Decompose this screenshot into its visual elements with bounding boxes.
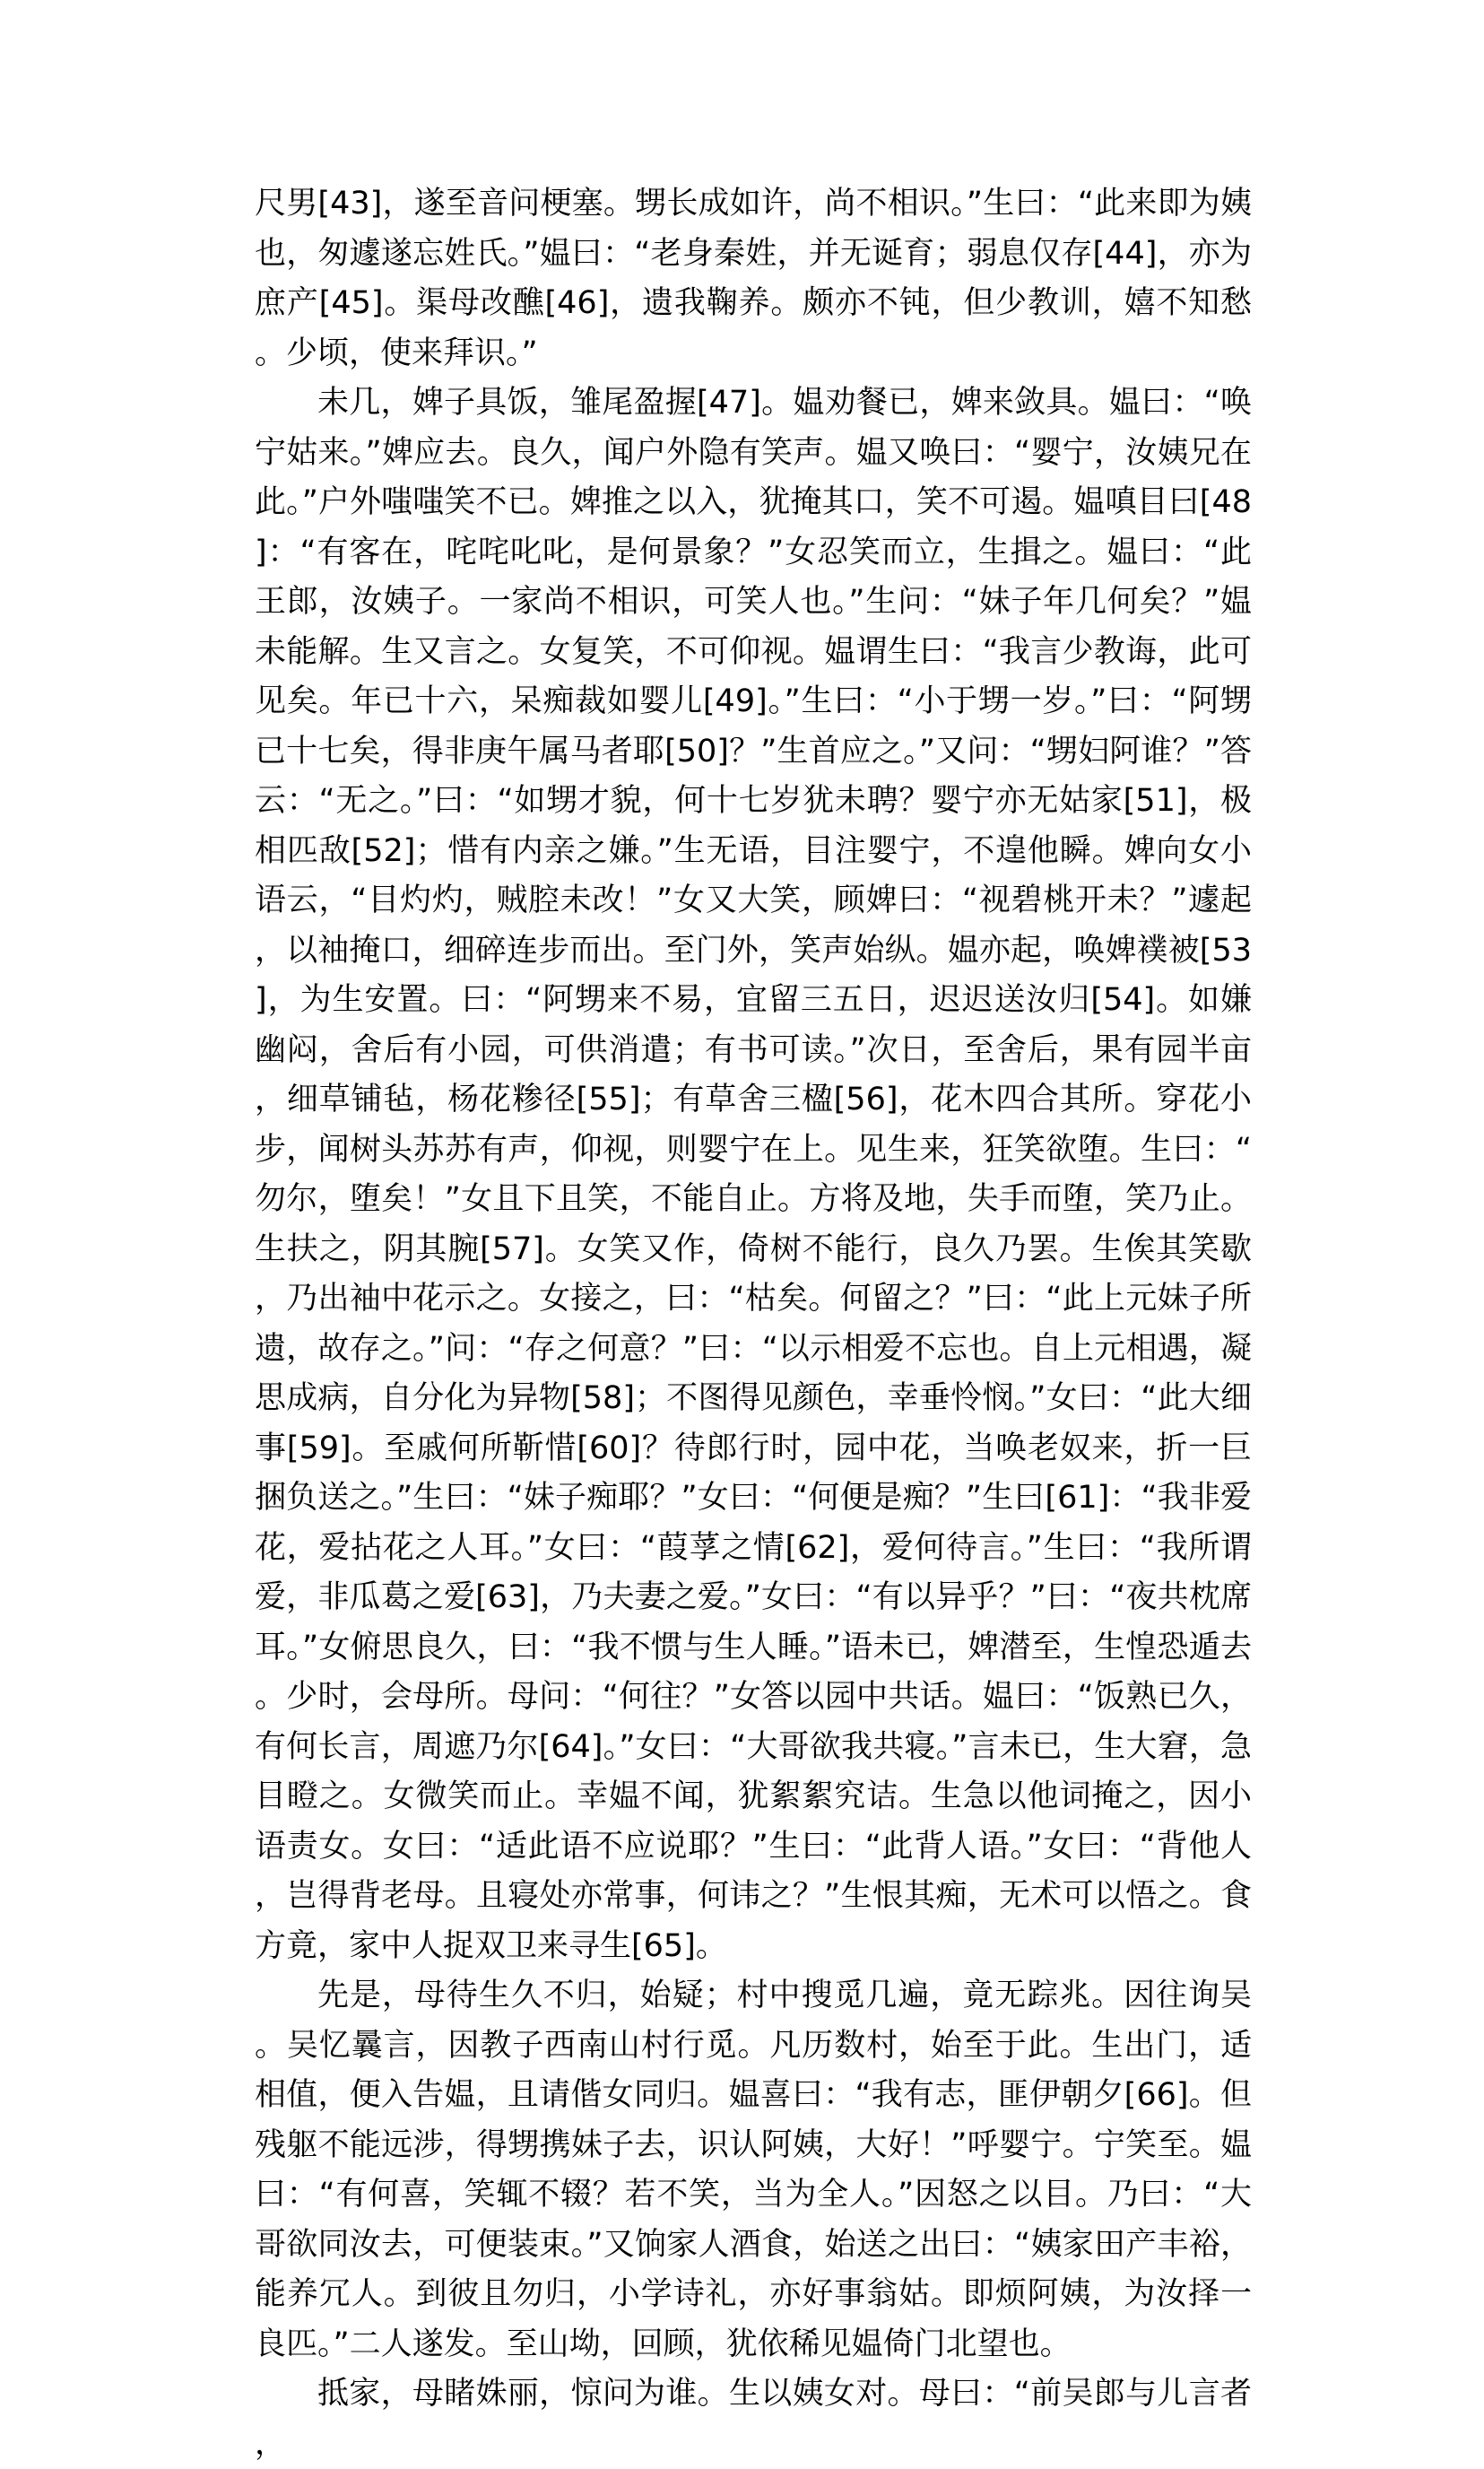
paragraph: 先是，母待生久不归，始疑；村中搜觅几遍，竟无踪兆。因往询吴。吴忆曩言，因教子西南山村行觅。凡历数村，始至于此。生出门，适相值，便入告媪，且请偕女同归。媪喜曰：“我有志，匪伊朝夕[66]。但残躯不能远涉，得甥携妹子去，识认阿姨，大好！”呼婴宁。宁笑至。媪曰：“有何喜，笑辄不辍？若不笑，当为全人。”因怒之以目。乃曰：“大哥欲同汝去，可便装束。”又饷家人酒食，始送之出曰：“姨家田产丰裕，能养冗人。到彼且勿归，小学诗礼，亦好事翁姑。即烦阿姨，为汝择一良匹。”二人遂发。至山坳，回顾，犹依稀见媪倚门北望也。 bbox=[255, 1978, 1252, 2362]
paragraph: 未几，婢子具饭，雏尾盈握[47]。媪劝餐已，婢来敛具。媪曰：“唤宁姑来。”婢应去。良久，闻户外隐有笑声。媪又唤曰：“婴宁，汝姨兄在此。”户外嗤嗤笑不已。婢推之以入，犹掩其口，笑不可遏。媪嗔目曰[48]：“有客在，咤咤叱叱，是何景象？”女忍笑而立，生揖之。媪曰：“此王郎，汝姨子。一家尚不相识，可笑人也。”生问：“妹子年几何矣？”媪未能解。生又言之。女复笑，不可仰视。媪谓生曰：“我言少教诲，此可见矣。年已十六，呆痴裁如婴儿[49]。”生曰：“小于甥一岁。”曰：“阿甥已十七矣，得非庚午属马者耶[50]？”生首应之。”又问：“甥妇阿谁？”答云：“无之。”曰：“如甥才貌，何十七岁犹未聘？婴宁亦无姑家[51]，极相匹敌[52]；惜有内亲之嫌。”生无语，目注婴宁，不遑他瞬。婢向女小语云，“目灼灼，贼腔未改！”女又大笑，顾婢曰：“视碧桃开未？”遽起，以袖掩口，细碎连步而出。至门外，笑声始纵。媪亦起，唤婢襆被[53]，为生安置。曰：“阿甥来不易，宜留三五日，迟迟送汝归[54]。如嫌幽闷，舍后有小园，可供消遣；有书可读。”次日，至舍后，果有园半亩，细草铺毡，杨花糁径[55]；有草舍三楹[56]，花木四合其所。穿花小步，闻树头苏苏有声，仰视，则婴宁在上。见生来，狂笑欲堕。生曰：“勿尔，堕矣！”女且下且笑，不能自止。方将及地，失手而堕，笑乃止。生扶之，阴其腕[57]。女笑又作，倚树不能行，良久乃罢。生俟其笑歇，乃出袖中花示之。女接之，曰：“枯矣。何留之？”曰：“此上元妹子所遗，故存之。”问：“存之何意？”曰：“以示相爱不忘也。自上元相遇，凝思成病，自分化为异物[58]；不图得见颜色，幸垂怜悯。”女曰：“此大细事[59]。至戚何所靳惜[60]？待郎行时，园中花，当唤老奴来，折一巨捆负送之。”生曰：“妹子痴耶？”女曰：“何便是痴？”生曰[61]：“我非爱花，爱拈花之人耳。”女曰：“葭莩之情[62]，爱何待言。”生曰：“我所谓爱，非瓜葛之爱[63]，乃夫妻之爱。”女曰：“有以异乎？”曰：“夜共枕席耳。”女俯思良久，曰：“我不惯与生人睡。”语未已，婢潜至，生惶恐遁去。少时，会母所。母问：“何往？”女答以园中共话。媪曰：“饭熟已久，有何长言，周遮乃尔[64]。”女曰：“大哥欲我共寝。”言未已，生大窘，急目瞪之。女微笑而止。幸媪不闻，犹絮絮究诘。生急以他词掩之，因小语责女。女曰：“适此语不应说耶？”生曰：“此背人语。”女曰：“背他人，岂得背老母。且寝处亦常事，何讳之？”生恨其痴，无术可以悟之。食方竟，家中人捉双卫来寻生[65]。 bbox=[255, 385, 1252, 1964]
document-page bbox=[255, 179, 1252, 2469]
paragraph: 抵家，母睹姝丽，惊问为谁。生以姨女对。母曰：“前吴郎与儿言者， bbox=[255, 2376, 1252, 2462]
paragraph-continued: 尺男[43]，遂至音问梗塞。甥长成如许，尚不相识。”生曰：“此来即为姨也，匆遽遂忘姓氏。”媪曰：“老身秦姓，并无诞育；弱息仅存[44]，亦为庶产[45]。渠母改醮[46]，遗我鞠养。颇亦不钝，但少教训，嬉不知愁。少顷，使来拜识。” bbox=[255, 186, 1252, 371]
